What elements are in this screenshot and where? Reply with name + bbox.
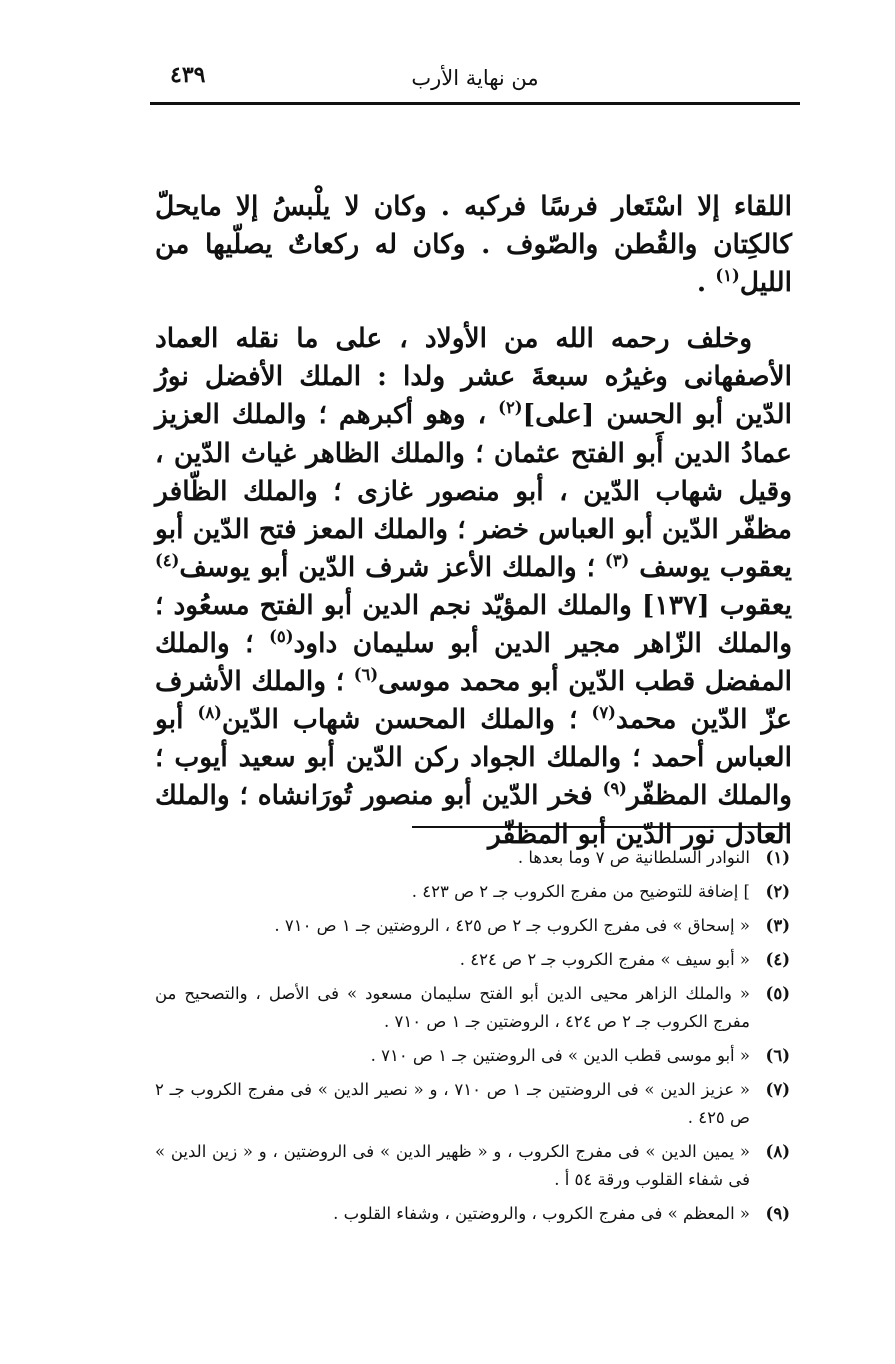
footnote-marker: (٢) bbox=[498, 398, 523, 418]
footnotes bbox=[155, 844, 790, 1234]
footnote-number: (٣) bbox=[765, 916, 790, 935]
page-header bbox=[150, 60, 800, 106]
footnote-number: (٨) bbox=[765, 1142, 790, 1161]
header-rule bbox=[150, 102, 800, 105]
text-run: يعقوب [١٣٧] والملك المؤيّد نجم الدين أبو الفتح مسعُود ؛ والملك الزّاهر مجير الدين أبو سليمان داود bbox=[155, 589, 792, 660]
text-run: اللقاء إلا اسْتَعار فرسًا فركبه . وكان لا يلْبسُ إلا مايحلّ كالكِتان والقُطن والصّوف . وكان له ركعاتٌ يصلّيها من الليل bbox=[155, 191, 792, 299]
footnote bbox=[155, 980, 790, 1036]
text-run: وخلف رحمه الله من الأولاد ، على ما نقله العماد الأصفهانى وغيرُه سبعةَ عشر ولدا : الملك الأفضل نورُ الدّين أبو الحسن [على] bbox=[155, 323, 792, 431]
text-run: ؛ والملك الأعز شرف الدّين أبو يوسف bbox=[179, 551, 605, 583]
text-run: أبو العباس أحمد ؛ والملك الجواد ركن الدّين أبو سعيد أيوب ؛ والملك المظفّر bbox=[155, 704, 792, 812]
footnote-text: ] إضافة للتوضيح من مفرج الكروب جـ ٢ ص ٤٢٣ . bbox=[411, 882, 750, 901]
paragraph bbox=[155, 188, 792, 302]
footnote-text: « والملك الزاهر محيى الدين أبو الفتح سليمان مسعود » فى الأصل ، والتصحيح من مفرج الكروب جـ ٢ ص ٤٢٤ ، الروضتين جـ ١ ص ٧١٠ . bbox=[155, 984, 750, 1031]
footnote-number: (٢) bbox=[765, 882, 790, 901]
text-run: فخر الدّين أبو منصور تُورَانشاه ؛ والملك العادل نور الدّين أبو المظفّر bbox=[155, 780, 792, 850]
footnote bbox=[155, 946, 790, 974]
footnote-rule bbox=[412, 826, 788, 828]
footnote-number: (٦) bbox=[765, 1046, 790, 1065]
footnote-marker: (٥) bbox=[269, 627, 294, 647]
footnote-text: « يمين الدين » فى مفرج الكروب ، و « ظهير الدين » فى الروضتين ، و « زين الدين » فى شفاء القلوب ورقة ٥٤ أ . bbox=[155, 1142, 750, 1189]
footnote-text: « أبو سيف » مفرج الكروب جـ ٢ ص ٤٢٤ . bbox=[459, 950, 750, 969]
footnote-marker: (٦) bbox=[353, 665, 379, 685]
footnote-marker: (٤) bbox=[155, 551, 180, 571]
text-run: ؛ والملك المفضل قطب الدّين أبو محمد موسى bbox=[155, 628, 792, 698]
footnote-text: النوادر السلطانية ص ٧ وما بعدها . bbox=[517, 848, 750, 867]
footnote-text: « عزيز الدين » فى الروضتين جـ ١ ص ٧١٠ ، و « نصير الدين » فى مفرج الكروب جـ ٢ ص ٤٢٥ . bbox=[155, 1080, 750, 1127]
footnote bbox=[155, 878, 790, 906]
footnote-text: « إسحاق » فى مفرج الكروب جـ ٢ ص ٤٢٥ ، الروضتين جـ ١ ص ٧١٠ . bbox=[274, 916, 750, 935]
footnote-marker: (٧) bbox=[591, 703, 616, 723]
body-text bbox=[155, 188, 792, 854]
footnote bbox=[155, 1138, 790, 1194]
footnote-number: (٥) bbox=[765, 984, 790, 1003]
text-run: ؛ والملك المحسن شهاب الدّين bbox=[221, 704, 592, 736]
paragraph bbox=[155, 320, 792, 853]
footnote bbox=[155, 1076, 790, 1132]
footnote-number: (٤) bbox=[765, 950, 790, 969]
footnote-marker: (١) bbox=[715, 266, 740, 286]
text-run: . bbox=[696, 267, 716, 299]
text-run: ، وهو أكبرهم ؛ والملك العزيز عمادُ الدين أَبو الفتح عثمان ؛ والملك الظاهر غياث الدّين ، وقيل شهاب الدّين ، أبو منصور غازى ؛ والملك الظّافر مظفّر الدّين أبو العباس خضر ؛ والملك المعز فتح الدّين أبو يعقوب يوسف bbox=[155, 399, 792, 583]
footnote bbox=[155, 844, 790, 872]
footnote-number: (٧) bbox=[765, 1080, 790, 1099]
footnote-number: (٩) bbox=[765, 1204, 790, 1223]
footnote-marker: (٩) bbox=[602, 779, 627, 799]
footnote bbox=[155, 1200, 790, 1228]
running-title: من نهاية الأرب bbox=[411, 66, 539, 90]
footnote-text: « أبو موسى قطب الدين » فى الروضتين جـ ١ ص ٧١٠ . bbox=[370, 1046, 750, 1065]
footnote bbox=[155, 912, 790, 940]
page-number: ٤٣٩ bbox=[170, 62, 206, 88]
footnote-text: « المعظم » فى مفرج الكروب ، والروضتين ، وشفاء القلوب . bbox=[333, 1204, 750, 1223]
footnote bbox=[155, 1042, 790, 1070]
text-run: ؛ والملك الأشرف عزّ الدّين محمد bbox=[155, 666, 792, 736]
footnote-marker: (٨) bbox=[197, 703, 222, 723]
footnote-marker: (٣) bbox=[604, 551, 630, 571]
footnote-number: (١) bbox=[765, 848, 790, 867]
